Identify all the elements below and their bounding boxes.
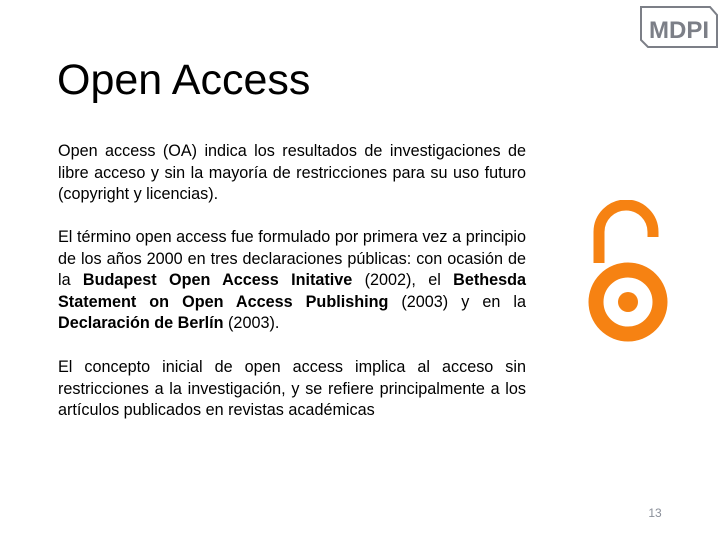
berlin-declaration-name: Declaración de Berlín [58,314,224,332]
history-intro-text: El término open access fue formulado por primera vez a principio de los años 2000 en tres declaraciones públicas: con ocasión de la [58,228,526,289]
mdpi-logo [633,5,718,49]
open-access-lock-icon [588,200,668,354]
page-number: 13 [648,506,662,520]
paragraph-concept: El concepto inicial de open access implica al acceso sin restricciones a la investigación, y se refiere principalmente a los artículos publicados en revistas académicas [58,358,526,419]
mdpi-logo-text: MDPI [649,17,709,44]
bethesda-statement-name: Bethesda Statement on Open Access Publishing [58,271,526,311]
history-year-2002: (2002), el [352,271,454,289]
history-year-2003-b: (2003). [223,314,280,332]
paragraph-definition: Open access (OA) indica los resultados de investigaciones de libre acceso y sin la mayoría de restricciones para su uso futuro (copyright y licencias). [58,142,526,203]
budapest-initiative-name: Budapest Open Access Initative [82,271,353,289]
slide-title: Open Access [57,56,311,104]
history-year-2003-a: (2003) y en la [388,292,526,311]
paragraph-history [58,227,526,335]
